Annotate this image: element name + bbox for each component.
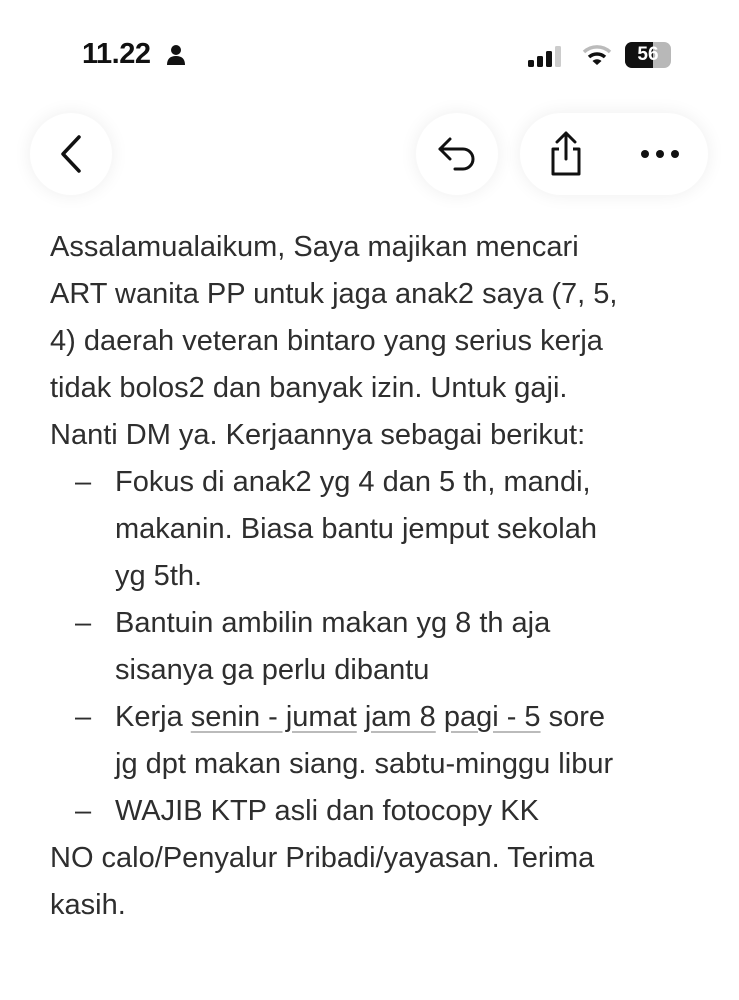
- undo-button[interactable]: [416, 113, 498, 195]
- text-span: Kerja: [115, 701, 191, 733]
- battery-indicator: [625, 42, 671, 68]
- text-line: jg dpt makan siang. sabtu-minggu libur: [115, 748, 614, 780]
- wifi-icon: [582, 44, 612, 68]
- message-body: [50, 224, 719, 929]
- undo-icon: [437, 135, 477, 173]
- back-button[interactable]: [30, 113, 112, 195]
- chevron-left-icon: [59, 135, 83, 173]
- bullet-marker: –: [75, 795, 92, 827]
- text-line: sisanya ga perlu dibantu: [115, 654, 430, 686]
- bullet-marker: –: [75, 607, 92, 639]
- status-time: 11.22: [82, 38, 151, 70]
- text-span: [436, 701, 444, 733]
- action-group: [520, 113, 708, 195]
- share-icon[interactable]: [548, 131, 584, 177]
- text-line: Fokus di anak2 yg 4 dan 5 th, mandi,: [115, 466, 591, 498]
- more-icon[interactable]: [640, 149, 680, 159]
- list-item: [50, 694, 719, 788]
- list-item: [50, 600, 719, 694]
- text-line: Bantuin ambilin makan yg 8 th aja: [115, 607, 551, 639]
- bullet-marker: –: [75, 466, 92, 498]
- text-line: ART wanita PP untuk jaga anak2 saya (7, 5,: [50, 278, 618, 310]
- text-span: [357, 701, 365, 733]
- date-link[interactable]: senin - jumat: [190, 701, 357, 733]
- text-span: sore: [540, 701, 606, 733]
- text-line: yg 5th.: [115, 560, 203, 592]
- person-icon: [166, 44, 186, 66]
- bullet-marker: –: [75, 701, 92, 733]
- text-line: [115, 694, 613, 741]
- text-line: NO calo/Penyalur Pribadi/yayasan. Terima: [50, 842, 595, 874]
- time-link[interactable]: jam 8: [364, 701, 436, 733]
- text-line: kasih.: [50, 889, 126, 921]
- battery-level: 56: [637, 44, 659, 65]
- status-bar: [0, 38, 739, 78]
- text-line: Assalamualaikum, Saya majikan mencari: [50, 231, 579, 263]
- list-item: [50, 788, 719, 835]
- text-line: makanin. Biasa bantu jemput sekolah: [115, 513, 598, 545]
- time-link[interactable]: pagi - 5: [443, 701, 541, 733]
- text-line: Nanti DM ya. Kerjaannya sebagai berikut:: [50, 419, 586, 451]
- text-line: tidak bolos2 dan banyak izin. Untuk gaji.: [50, 372, 568, 404]
- text-line: 4) daerah veteran bintaro yang serius kerja: [50, 325, 603, 357]
- text-line: WAJIB KTP asli dan fotocopy KK: [115, 795, 539, 827]
- list-item: [50, 459, 719, 600]
- signal-icon: [528, 46, 564, 68]
